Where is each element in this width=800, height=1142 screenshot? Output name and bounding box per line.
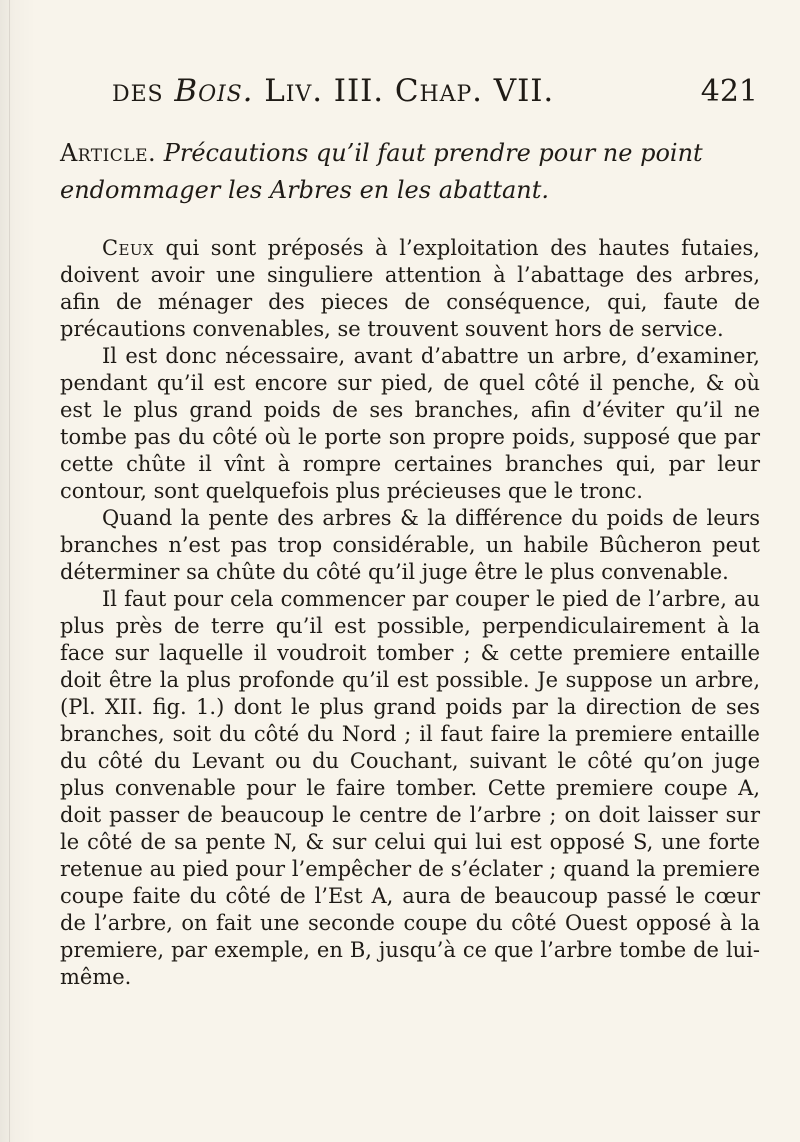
- paragraph-3-text: Quand la pente des arbres & la différence du poids de leurs branches n’est pas trop considérable, un habile Bûcheron peut déterminer sa chûte du côté qu’il juge être le plus convenable.: [60, 506, 760, 584]
- article-label: Article.: [60, 139, 157, 167]
- paragraph-1-lead: Ceux: [102, 236, 155, 260]
- running-title-prefix: des: [112, 73, 164, 109]
- paragraph-4-text: Il faut pour cela commencer par couper le pied de l’arbre, au plus près de terre qu’il est possible, perpendiculairement à la face sur laquelle il voudroit tomber ; & cette premiere entaille doit être la plus profonde qu’il est possible. Je suppose un arbre, (Pl. XII. fig. 1.) dont le plus grand poids par la direction de ses branches, soit du côté du Nord ; il faut faire la premiere entaille du côté du Levant ou du Couchant, suivant le côté qu’on juge plus convenable pour le faire tomber. Cette premiere coupe A, doit passer de beaucoup le centre de l’arbre ; on doit laisser sur le côté de sa pente N, & sur celui qui lui est opposé S, une forte retenue au pied pour l’empêcher de s’éclater ; quand la premiere coupe faite du côté de l’Est A, aura de beaucoup passé le cœur de l’arbre, on fait une seconde coupe du côté Ouest opposé à la premiere, par exemple, en B, jusqu’à ce que l’arbre tombe de lui-même.: [60, 587, 760, 989]
- page-edge-line: [9, 0, 10, 1142]
- paragraph-2: [60, 343, 760, 505]
- running-title: [112, 73, 554, 109]
- paragraph-3: [60, 505, 760, 586]
- running-header: [112, 73, 758, 111]
- running-title-bois: Bois.: [174, 73, 254, 109]
- article-heading: [60, 135, 744, 209]
- paragraph-1: [60, 235, 760, 343]
- running-title-rest: Liv. III. Chap. VII.: [264, 73, 555, 109]
- page-number: 421: [700, 74, 758, 109]
- article-body: [60, 235, 760, 991]
- paragraph-4: [60, 586, 760, 991]
- paragraph-2-text: Il est donc nécessaire, avant d’abattre un arbre, d’examiner, pendant qu’il est encore sur pied, de quel côté il penche, & où est le plus grand poids de ses branches, afin d’éviter qu’il ne tombe pas du côté où le porte son propre poids, supposé que par cette chûte il vînt à rompre certaines branches qui, par leur contour, sont quelquefois plus précieuses que le tronc.: [60, 344, 760, 503]
- paragraph-1-text: qui sont préposés à l’exploitation des hautes futaies, doivent avoir une singuliere attention à l’abattage des arbres, afin de ménager des pieces de conséquence, qui, faute de précautions convenables, se trouvent souvent hors de service.: [60, 236, 760, 341]
- article-title: Précautions qu’il faut prendre pour ne point endommager les Arbres en les abattant.: [60, 139, 703, 205]
